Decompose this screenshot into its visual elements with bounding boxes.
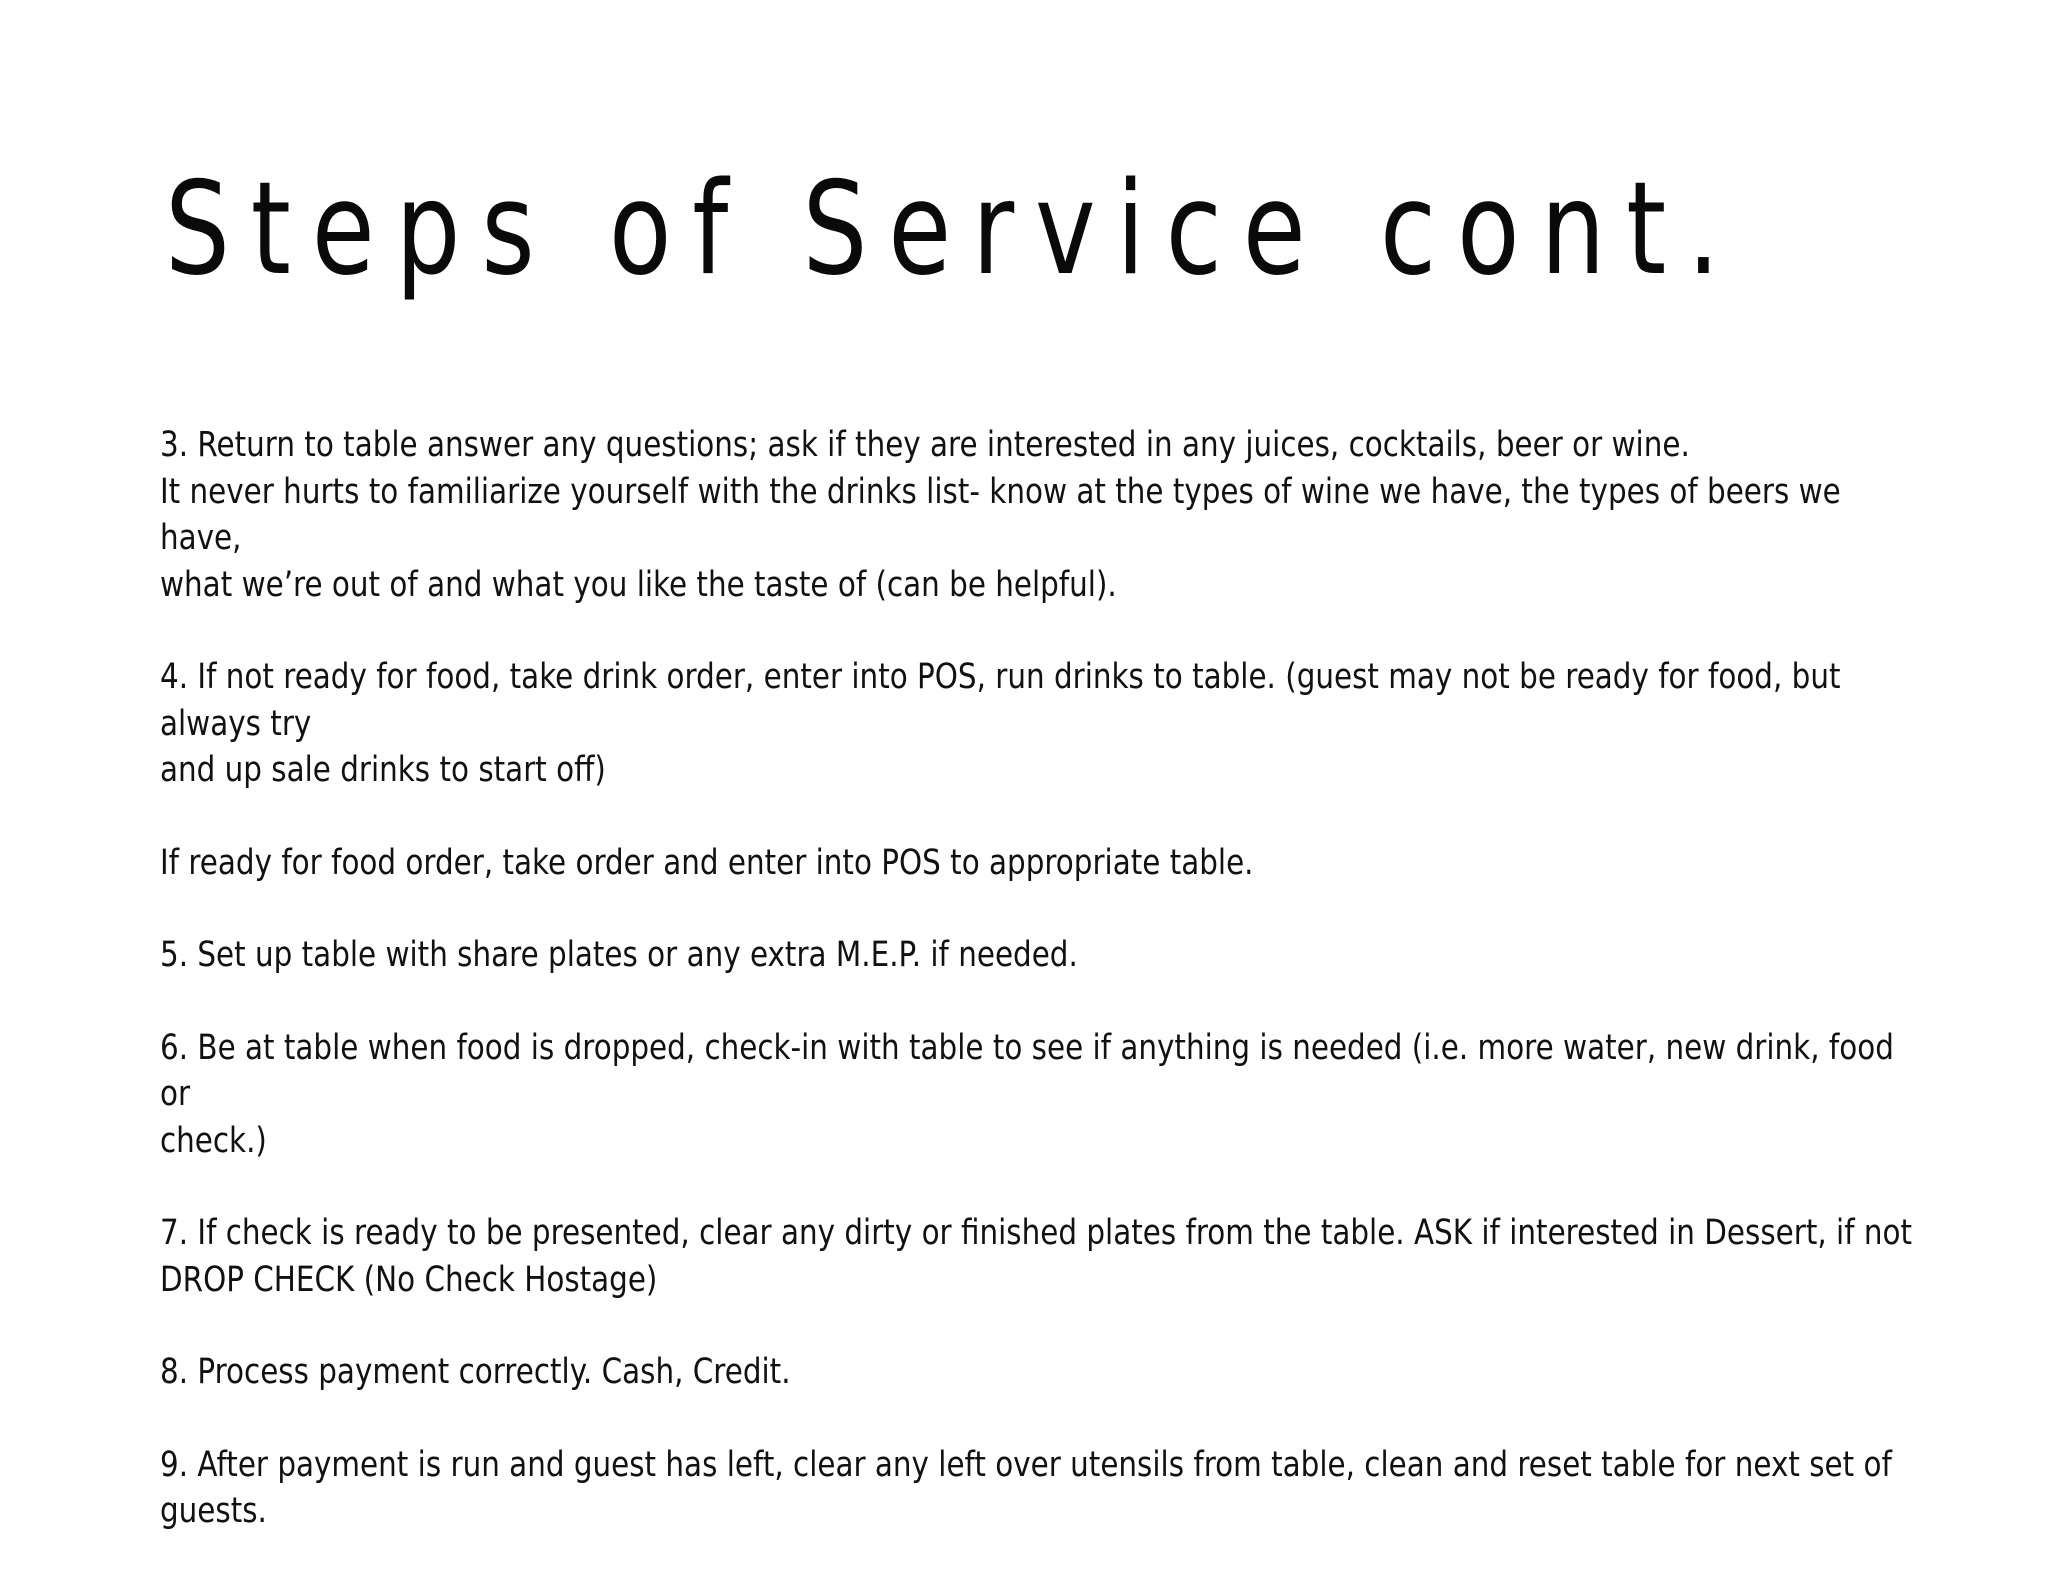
paragraph-line: 7. If check is ready to be presented, clear any dirty or finished plates from the table. ASK if interested in Dessert, if not	[160, 1213, 1913, 1253]
paragraph-line: 9. After payment is run and guest has left, clear any left over utensils from table, clean and reset table for next set of	[160, 1444, 1892, 1485]
paragraph-line: 8. Process payment correctly. Cash, Credit.	[160, 1352, 791, 1392]
paragraph-step-4	[160, 654, 1920, 794]
paragraph-line: It never hurts to familiarize yourself with the drinks list- know at the types of wine we have, the types of beers we have,	[160, 471, 1841, 558]
paragraph-line: what we’re out of and what you like the taste of (can be helpful).	[160, 564, 1117, 605]
paragraph-line: guests.	[160, 1491, 267, 1531]
paragraph-step-4-food	[160, 840, 1920, 887]
slide-title: Steps of Service cont.	[165, 155, 1741, 304]
paragraph-line: If ready for food order, take order and enter into POS to appropriate table.	[160, 842, 1254, 883]
paragraph-line: 6. Be at table when food is dropped, check-in with table to see if anything is needed (i.e. more water, new drink, food or	[160, 1027, 1894, 1114]
paragraph-line: 3. Return to table answer any questions; ask if they are interested in any juices, cocktails, beer or wine.	[160, 425, 1690, 465]
paragraph-line: 4. If not ready for food, take drink order, enter into POS, run drinks to table. (guest may not be ready for food, but always try	[160, 657, 1841, 744]
paragraph-line: check.)	[160, 1120, 267, 1161]
paragraph-step-9	[160, 1442, 1920, 1535]
paragraph-step-8	[160, 1349, 1920, 1396]
paragraph-line: and up sale drinks to start off)	[160, 750, 606, 790]
paragraph-step-7	[160, 1210, 1920, 1303]
paragraph-step-3	[160, 422, 1920, 608]
paragraph-step-6	[160, 1025, 1920, 1165]
paragraph-line: 5. Set up table with share plates or any extra M.E.P. if needed.	[160, 935, 1078, 975]
paragraph-line: DROP CHECK (No Check Hostage)	[160, 1259, 658, 1300]
paragraph-step-5	[160, 932, 1920, 979]
slide-content	[160, 422, 1920, 1581]
